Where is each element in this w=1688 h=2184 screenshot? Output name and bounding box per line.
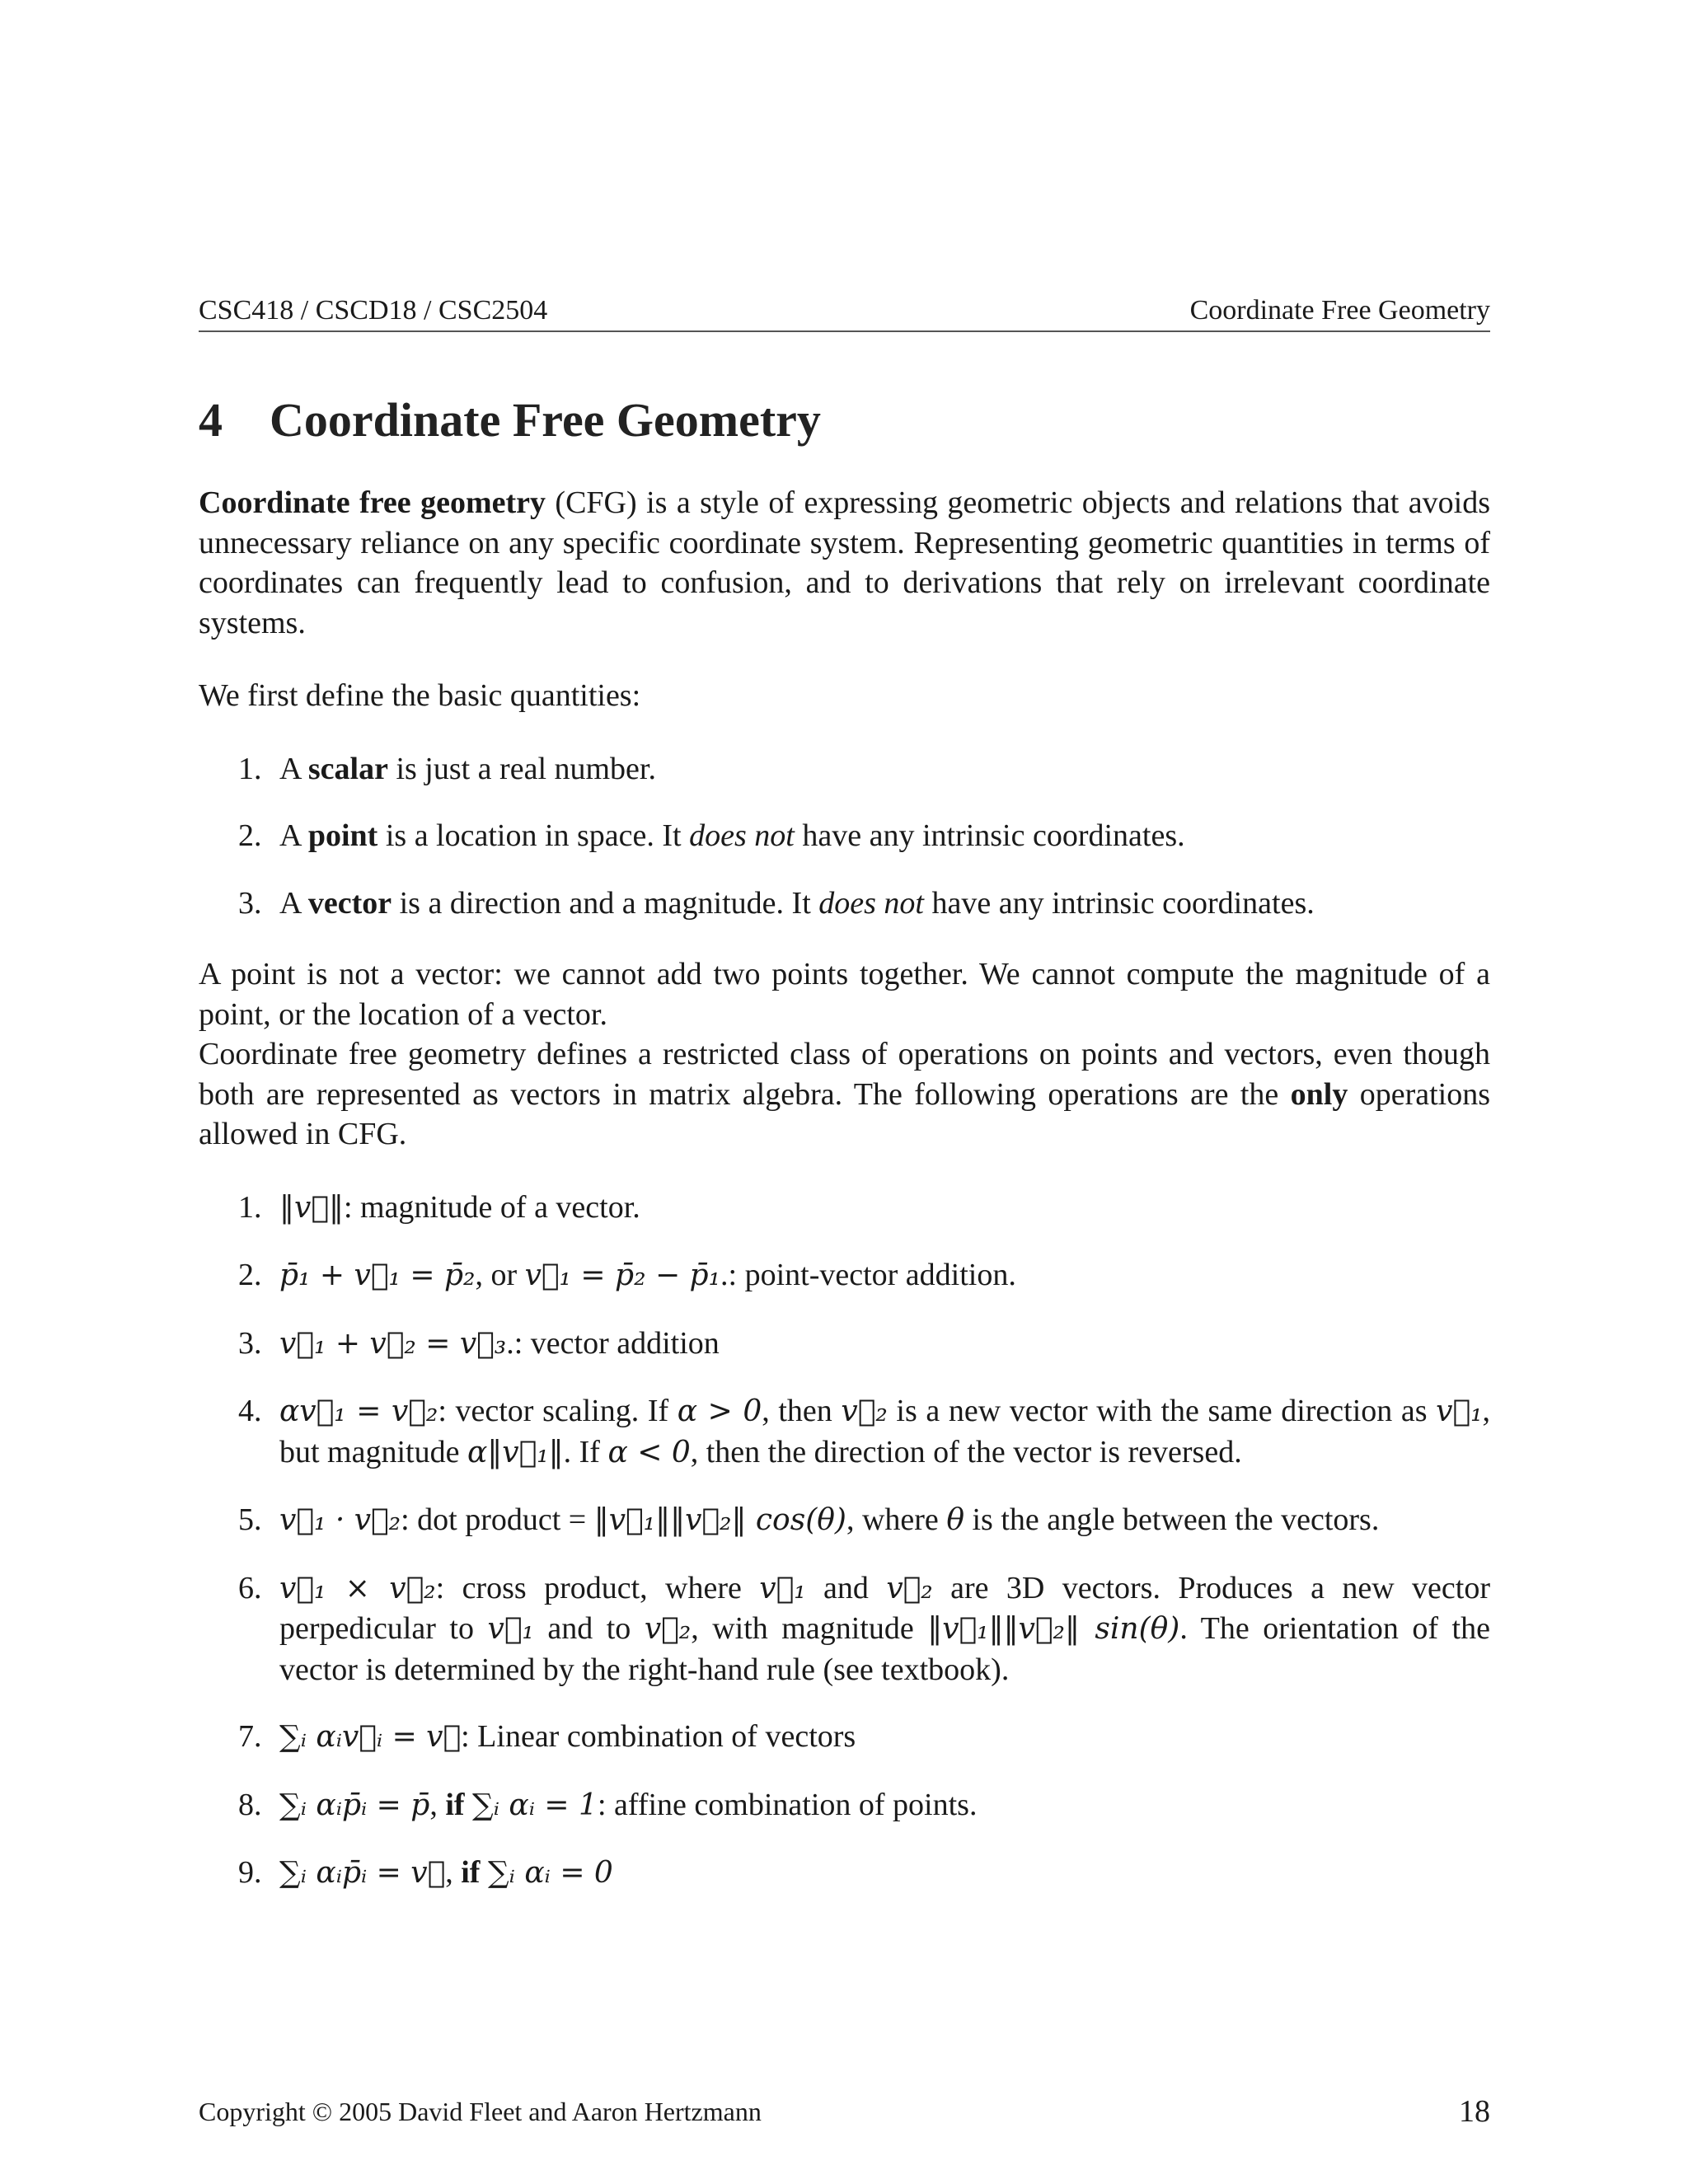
item-pre: A	[279, 751, 308, 786]
list-marker: 2.	[238, 818, 262, 853]
operations-list	[199, 1188, 1490, 1894]
item-emphasis: does not	[689, 818, 795, 853]
item-pre: A	[279, 885, 308, 921]
item-post: is just a real number.	[387, 751, 656, 786]
item-tail: have any intrinsic coordinates.	[923, 885, 1315, 921]
list-marker: 2.	[238, 1258, 262, 1292]
operation-text: ∑ᵢ αᵢp̄ᵢ = p̄, if ∑ᵢ αᵢ = 1: affine combination of points.	[279, 1787, 978, 1822]
operation-text: v⃗₁ · v⃗₂: dot product = ‖v⃗₁‖‖v⃗₂‖ cos(θ), where θ is the angle between the vectors.	[279, 1502, 1380, 1537]
section-heading	[199, 387, 1490, 453]
operations-paragraph	[199, 1034, 1490, 1155]
operation-text: ‖v⃗‖: magnitude of a vector.	[279, 1189, 640, 1225]
item-term: point	[307, 818, 378, 853]
list-marker: 1.	[238, 1189, 262, 1225]
list-marker: 5.	[238, 1502, 262, 1537]
operation-text: αv⃗₁ = v⃗₂: vector scaling. If α > 0, then v⃗₂ is a new vector with the same direction as v⃗₁, but magnitude α‖v⃗₁‖. If α < 0, then the direction of the vector is reversed.	[279, 1394, 1491, 1469]
list-marker: 6.	[238, 1570, 262, 1605]
intro-term: Coordinate free geometry	[199, 485, 546, 520]
copyright-notice: Copyright © 2005 David Fleet and Aaron Hertzmann	[199, 2097, 762, 2126]
basic-quantities-list	[199, 749, 1490, 924]
item-tail: have any intrinsic coordinates.	[794, 818, 1185, 853]
list-item	[199, 816, 1490, 856]
page-footer	[199, 2093, 1490, 2130]
list-item	[199, 1500, 1490, 1541]
list-item	[199, 1324, 1490, 1365]
running-header	[199, 293, 1490, 332]
list-item	[199, 1853, 1490, 1894]
list-item	[199, 1717, 1490, 1758]
list-marker: 4.	[238, 1394, 262, 1428]
intro-text: (CFG) is a style of expressing geometric objects and relations that avoids unnecessary reliance on any specific coordinate system. Representing geometric quantities in terms of coordinates can frequently lead to confusion, and to derivations that rely on irrelevant coordinate systems.	[199, 485, 1490, 640]
ops-text-strong: only	[1290, 1076, 1348, 1112]
operation-text: v⃗₁ + v⃗₂ = v⃗₃.: vector addition	[279, 1325, 720, 1361]
list-item	[199, 883, 1490, 924]
list-item	[199, 1568, 1490, 1690]
operation-text: v⃗₁ × v⃗₂: cross product, where v⃗₁ and v⃗₂ are 3D vectors. Produces a new vector perpedicular to v⃗₁ and to v⃗₂, with magnitude ‖v⃗₁‖‖v⃗₂‖ sin(θ). The orientation of the vector is determined by the right-hand rule (see textbook).	[279, 1570, 1490, 1687]
ops-text-post: operations allowed in CFG.	[199, 1076, 1490, 1151]
course-code: CSC418 / CSCD18 / CSC2504	[199, 295, 548, 326]
page-number: 18	[1459, 2094, 1490, 2129]
operation-text: ∑ᵢ αᵢv⃗ᵢ = v⃗: Linear combination of vectors	[279, 1719, 856, 1754]
list-marker: 1.	[238, 751, 262, 786]
intro-paragraph	[199, 483, 1490, 643]
list-marker: 8.	[238, 1787, 262, 1822]
main-content	[199, 387, 1490, 1921]
list-item	[199, 1255, 1490, 1296]
list-marker: 7.	[238, 1719, 262, 1754]
section-title: Coordinate Free Geometry	[270, 393, 821, 447]
item-post: is a direction and a magnitude. It	[392, 885, 819, 921]
ops-text-pre: Coordinate free geometry defines a restricted class of operations on points and vectors, even though both are represented as vectors in matrix algebra. The following operations are the	[199, 1037, 1490, 1112]
item-term: scalar	[307, 751, 388, 786]
list-item	[199, 1785, 1490, 1826]
list-marker: 9.	[238, 1855, 262, 1890]
operation-text: ∑ᵢ αᵢp̄ᵢ = v⃗, if ∑ᵢ αᵢ = 0	[279, 1855, 613, 1890]
list-marker: 3.	[238, 885, 262, 921]
chapter-title: Coordinate Free Geometry	[1189, 295, 1490, 326]
item-post: is a location in space. It	[377, 818, 690, 853]
point-vector-paragraph: A point is not a vector: we cannot add two points together. We cannot compute the magnitude of a point, or the location of a vector.	[199, 957, 1490, 1032]
item-pre: A	[279, 818, 308, 853]
item-term: vector	[307, 885, 392, 921]
section-number: 4	[199, 393, 223, 447]
list-item	[199, 749, 1490, 790]
item-emphasis: does not	[818, 885, 924, 921]
basics-intro: We first define the basic quantities:	[199, 678, 641, 713]
list-item	[199, 1188, 1490, 1229]
list-marker: 3.	[238, 1325, 262, 1361]
operation-text: p̄₁ + v⃗₁ = p̄₂, or v⃗₁ = p̄₂ − p̄₁.: point-vector addition.	[279, 1258, 1016, 1292]
list-item	[199, 1391, 1490, 1473]
